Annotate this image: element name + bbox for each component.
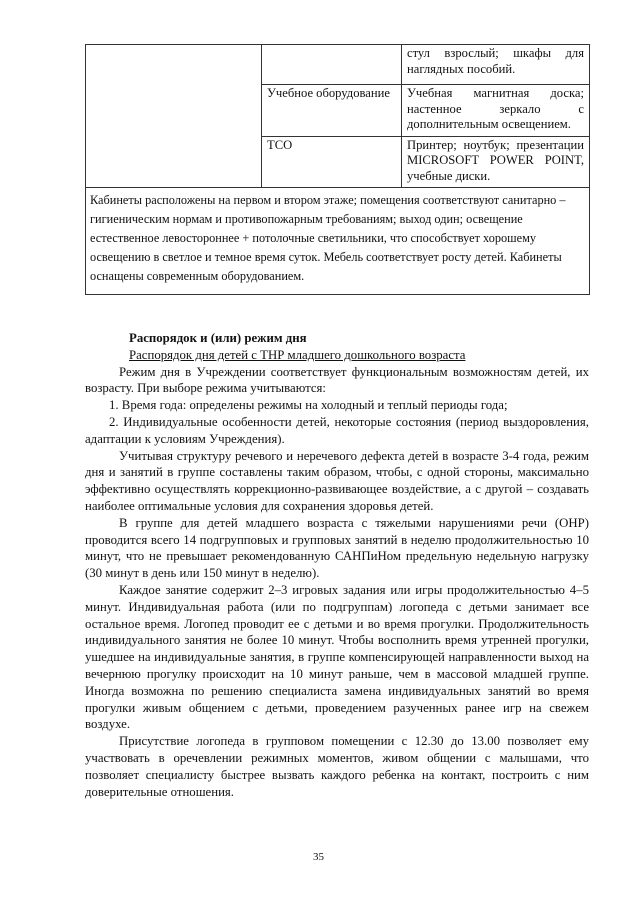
paragraph: Учитывая структуру речевого и неречевого дефекта детей в возрасте 3-4 года, режим дня и занятий в группе составлены таким образом, чтобы, с одной стороны, максимально эффективно осуществлять коррекционно-развивающее воздействие, а с другой – создавать наиболее оптимальные условия для сохранения здоровья детей. bbox=[85, 448, 589, 513]
table-cell: Учебное оборудование bbox=[262, 85, 402, 137]
equipment-table bbox=[85, 44, 590, 295]
table-cell bbox=[262, 45, 402, 85]
paragraph: Каждое занятие содержит 2–3 игровых задания или игры продолжительностью 4–5 минут. Индивидуальная работа (или по подгруппам) логопеда с детьми занимает все остальное время. Логопед проводит ее с детьми и во время прогулки. Продолжительность индивидуального занятия не более 10 минут. Чтобы восполнить время утренней прогулки, ушедшее на индивидуальные занятия, в группе компенсирующей направленности выход на вечернюю прогулку происходит на 10 минут раньше, чем в массовой младшей группе. Иногда возможна по решению специалиста замена индивидуальных занятий во время прогулки живым общением с детьми, проведением разученных ранее игр на свежем воздухе. bbox=[85, 582, 589, 732]
table-cell: Учебная магнитная доска; настенное зеркало с дополнительным освещением. bbox=[402, 85, 590, 137]
page-number: 35 bbox=[313, 851, 324, 863]
list-item: 1. Время года: определены режимы на холодный и теплый периоды года; bbox=[109, 398, 508, 413]
section-body bbox=[85, 330, 589, 800]
table-cell bbox=[86, 45, 262, 188]
table-cell: Принтер; ноутбук; презентации MICROSOFT POWER POINT, учебные диски. bbox=[402, 136, 590, 188]
table-summary-cell: Кабинеты расположены на первом и втором этаже; помещения соответствуют санитарно – гигиеническим нормам и противопожарным требованиям; выход один; освещение естественное левостороннее + потолочные светильники, что способствует хорошему освещению в светлое и темное время суток. Мебель соответствует росту детей. Кабинеты оснащены современным оборудованием. bbox=[86, 188, 590, 295]
list-item: 2. Индивидуальные особенности детей, некоторые состояния (период выздоровления, адаптации к условиям Учреждения). bbox=[85, 414, 589, 446]
table-cell: ТСО bbox=[262, 136, 402, 188]
section-subheading: Распорядок дня детей с ТНР младшего дошкольного возраста bbox=[129, 347, 466, 362]
paragraph: Режим дня в Учреждении соответствует функциональным возможностям детей, их возрасту. При выборе режима учитываются: bbox=[85, 364, 589, 396]
table-cell: стул взрослый; шкафы для наглядных пособий. bbox=[402, 45, 590, 85]
paragraph: Присутствие логопеда в групповом помещении с 12.30 до 13.00 позволяет ему участвовать в оречевлении режимных моментов, живом общении с малышами, что позволяет специалисту быстрее вызвать каждого ребенка на контакт, построить с ним доверительные отношения. bbox=[85, 734, 589, 799]
table-row bbox=[86, 188, 590, 295]
table-row bbox=[86, 45, 590, 85]
section-heading: Распорядок и (или) режим дня bbox=[129, 331, 307, 345]
paragraph: В группе для детей младшего возраста с тяжелыми нарушениями речи (ОНР) проводится всего 14 подгрупповых и групповых занятий в неделю продолжительностью 10 минут, что не превышает рекомендованную САНПиНом предельную недельную нагрузку (30 минут в день или 150 минут в неделю). bbox=[85, 515, 589, 581]
